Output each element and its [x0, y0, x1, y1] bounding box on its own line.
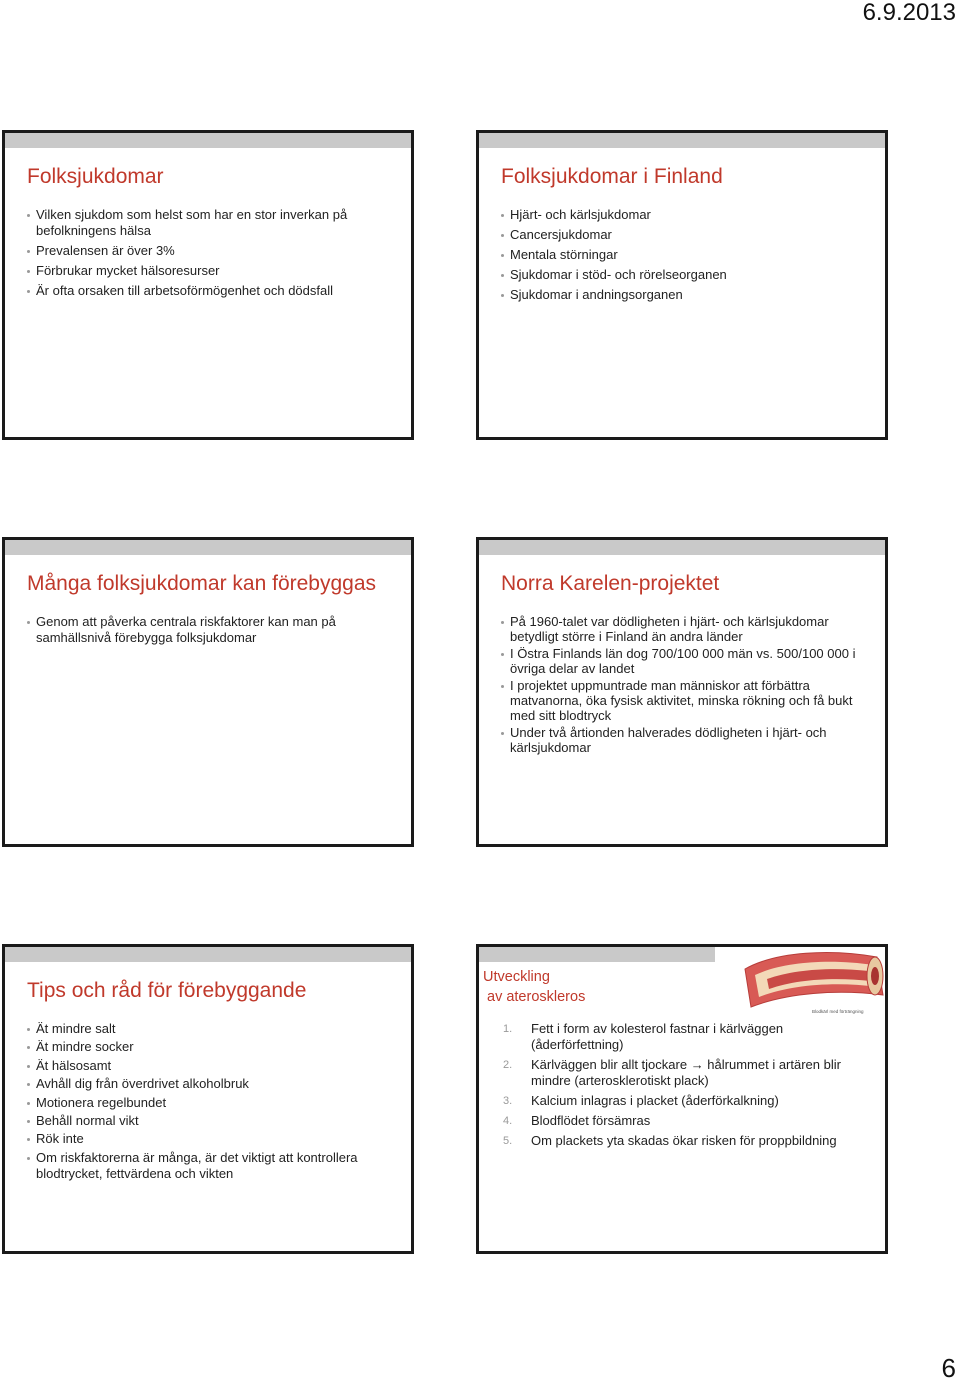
list-item: I projektet uppmuntrade man människor att förbättra matvanorna, öka fysisk aktivitet, minska rökning och få bukt med sitt blodtryck — [501, 678, 861, 723]
slide-title: Folksjukdomar i Finland — [501, 165, 723, 188]
list-item: Förbrukar mycket hälsoresurser — [27, 263, 387, 279]
slide-title — [483, 967, 585, 1007]
list-item: Ät mindre salt — [27, 1021, 387, 1037]
list-item: I Östra Finlands län dog 700/100 000 män vs. 500/100 000 i övriga delar av landet — [501, 646, 861, 676]
item-text: Blodflödet försämras — [531, 1113, 651, 1128]
slide-header-bar — [5, 133, 411, 148]
item-number: 4. — [503, 1115, 513, 1127]
list-item: Sjukdomar i stöd- och rörelseorganen — [501, 267, 861, 283]
slide-title: Tips och råd för förebyggande — [27, 979, 307, 1002]
item-number: 2. — [503, 1059, 513, 1071]
list-item — [501, 1133, 861, 1149]
image-caption: Blodkärl med förträngning — [812, 1009, 864, 1014]
bullet-list — [27, 1021, 387, 1185]
document-date: 6.9.2013 — [862, 0, 956, 26]
list-item: Mentala störningar — [501, 247, 861, 263]
list-item: På 1960-talet var dödligheten i hjärt- och kärlsjukdomar betydligt större i Finland än andra länder — [501, 614, 861, 644]
item-number: 1. — [503, 1023, 513, 1035]
slide-title: Norra Karelen-projektet — [501, 572, 720, 595]
list-item: Under två årtionden halverades dödligheten i hjärt- och kärlsjukdomar — [501, 725, 861, 755]
slide-title: Folksjukdomar — [27, 165, 164, 188]
slide-title: Många folksjukdomar kan förebyggas — [27, 572, 377, 595]
slide-title-line-2: av ateroskleros — [487, 989, 586, 1005]
list-item: Behåll normal vikt — [27, 1113, 387, 1129]
list-item — [501, 1021, 861, 1053]
item-text: Kärlväggen blir allt tjockare → hålrummet i artären blir mindre (arterosklerotiskt plack) — [531, 1057, 841, 1088]
bullet-list — [27, 614, 387, 650]
list-item: Är ofta orsaken till arbetsoförmögenhet och dödsfall — [27, 283, 387, 299]
artery-illustration — [737, 947, 887, 1017]
bullet-list — [27, 207, 387, 303]
numbered-list — [501, 1021, 861, 1153]
item-text: Kalcium inlagras i placket (åderförkalkning) — [531, 1093, 779, 1108]
bullet-list — [501, 614, 861, 757]
slide-header-bar — [5, 947, 411, 962]
slide-6 — [476, 944, 888, 1254]
item-text: Fett i form av kolesterol fastnar i kärlväggen (åderförfettning) — [531, 1021, 784, 1052]
list-item: Rök inte — [27, 1131, 387, 1147]
item-number: 3. — [503, 1095, 513, 1107]
list-item — [501, 1057, 861, 1089]
slide-header-bar — [479, 540, 885, 555]
list-item: Ät mindre socker — [27, 1039, 387, 1055]
slide-2 — [476, 130, 888, 440]
list-item: Sjukdomar i andningsorganen — [501, 287, 861, 303]
list-item: Ät hälsosamt — [27, 1058, 387, 1074]
slide-1 — [2, 130, 414, 440]
list-item: Cancersjukdomar — [501, 227, 861, 243]
slide-header-bar — [5, 540, 411, 555]
slide-header-bar — [479, 133, 885, 148]
list-item — [501, 1113, 861, 1129]
list-item: Hjärt- och kärlsjukdomar — [501, 207, 861, 223]
list-item — [501, 1093, 861, 1109]
item-number: 5. — [503, 1135, 513, 1147]
list-item: Om riskfaktorerna är många, är det viktigt att kontrollera blodtrycket, fettvärdena och vikten — [27, 1150, 387, 1183]
slide-3 — [2, 537, 414, 847]
page-number: 6 — [941, 1353, 956, 1383]
list-item: Prevalensen är över 3% — [27, 243, 387, 259]
bullet-list — [501, 207, 861, 307]
slide-title-line-1: Utveckling — [483, 969, 550, 985]
list-item: Vilken sjukdom som helst som har en stor inverkan på befolkningens hälsa — [27, 207, 387, 239]
slide-5 — [2, 944, 414, 1254]
list-item: Motionera regelbundet — [27, 1095, 387, 1111]
list-item: Avhåll dig från överdrivet alkoholbruk — [27, 1076, 387, 1092]
list-item: Genom att påverka centrala riskfaktorer kan man på samhällsnivå förebygga folksjukdomar — [27, 614, 387, 646]
slide-header-bar — [479, 947, 715, 962]
slide-4 — [476, 537, 888, 847]
item-text: Om plackets yta skadas ökar risken för proppbildning — [531, 1133, 837, 1148]
